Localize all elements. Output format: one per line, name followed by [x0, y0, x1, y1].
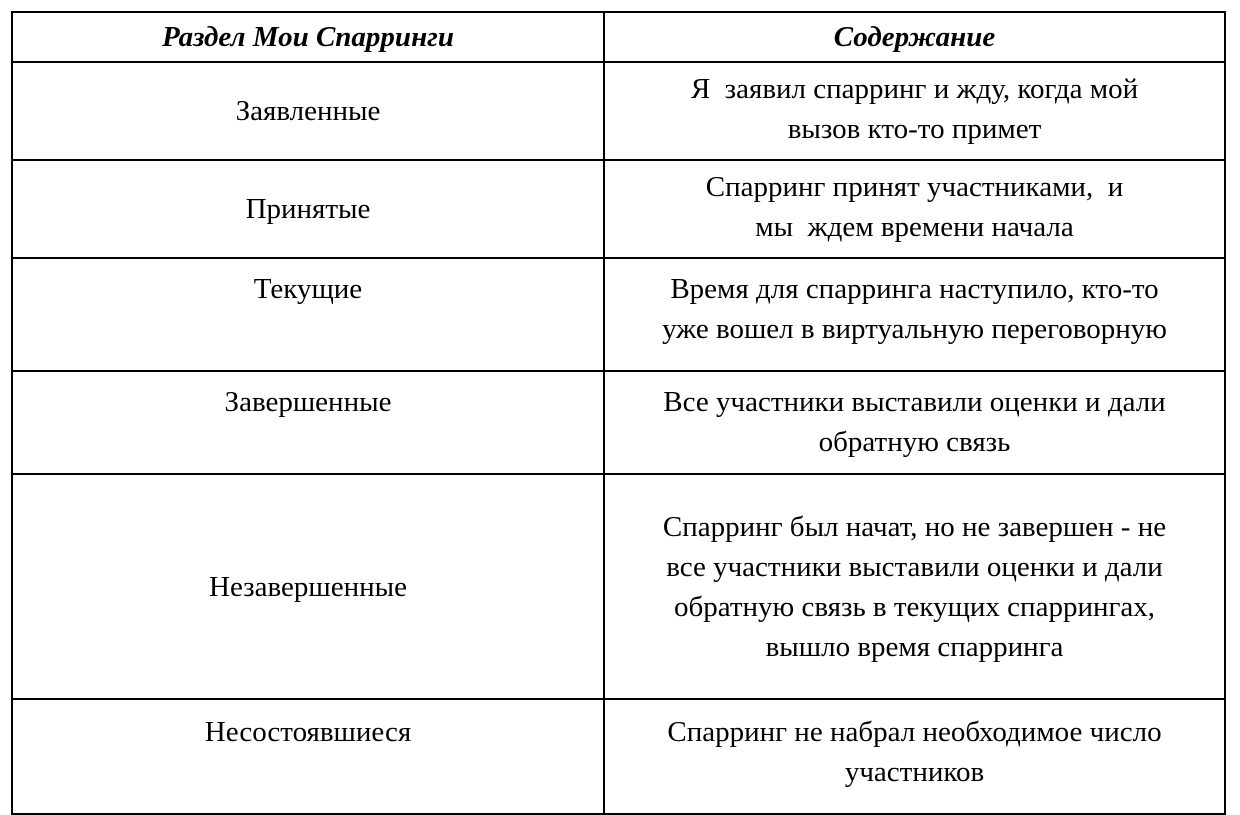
description-line: Спарринг не набрал необходимое число	[667, 716, 1162, 748]
description-line: Спарринг был начат, но не завершен - не	[662, 510, 1167, 543]
table-header-row	[12, 12, 1225, 62]
table-row	[12, 258, 1225, 371]
description-line: Спарринг принят участниками, и	[705, 171, 1124, 203]
description-line: обратную связь	[818, 426, 1011, 458]
table-row	[12, 160, 1225, 258]
section-description	[604, 62, 1225, 160]
description-line: Все участники выставили оценки и дали	[663, 386, 1166, 418]
section-description	[604, 474, 1225, 699]
section-description	[604, 371, 1225, 474]
section-description	[604, 699, 1225, 814]
header-section: Раздел Мои Спарринги	[12, 12, 604, 62]
table-row	[12, 62, 1225, 160]
description-line: вышло время спарринга	[765, 630, 1064, 663]
section-name: Завершенные	[12, 371, 604, 474]
description-line: участников	[844, 756, 985, 788]
header-content: Содержание	[604, 12, 1225, 62]
sparring-sections-table	[11, 11, 1226, 815]
description-line: Время для спарринга наступило, кто-то	[670, 273, 1159, 305]
description-line: мы ждем времени начала	[755, 211, 1074, 243]
description-line: уже вошел в виртуальную переговорную	[662, 313, 1167, 345]
description-line: все участники выставили оценки и дали	[666, 550, 1163, 583]
section-name: Принятые	[12, 160, 604, 258]
section-name: Незавершенные	[12, 474, 604, 699]
table-row	[12, 699, 1225, 814]
description-line: вызов кто-то примет	[787, 113, 1042, 145]
section-description	[604, 160, 1225, 258]
description-line: обратную связь в текущих спаррингах,	[673, 590, 1156, 623]
section-name: Заявленные	[12, 62, 604, 160]
section-description	[604, 258, 1225, 371]
section-name: Несостоявшиеся	[12, 699, 604, 814]
table-row	[12, 474, 1225, 699]
section-name: Текущие	[12, 258, 604, 371]
description-line: Я заявил спарринг и жду, когда мой	[690, 73, 1139, 105]
table-row	[12, 371, 1225, 474]
